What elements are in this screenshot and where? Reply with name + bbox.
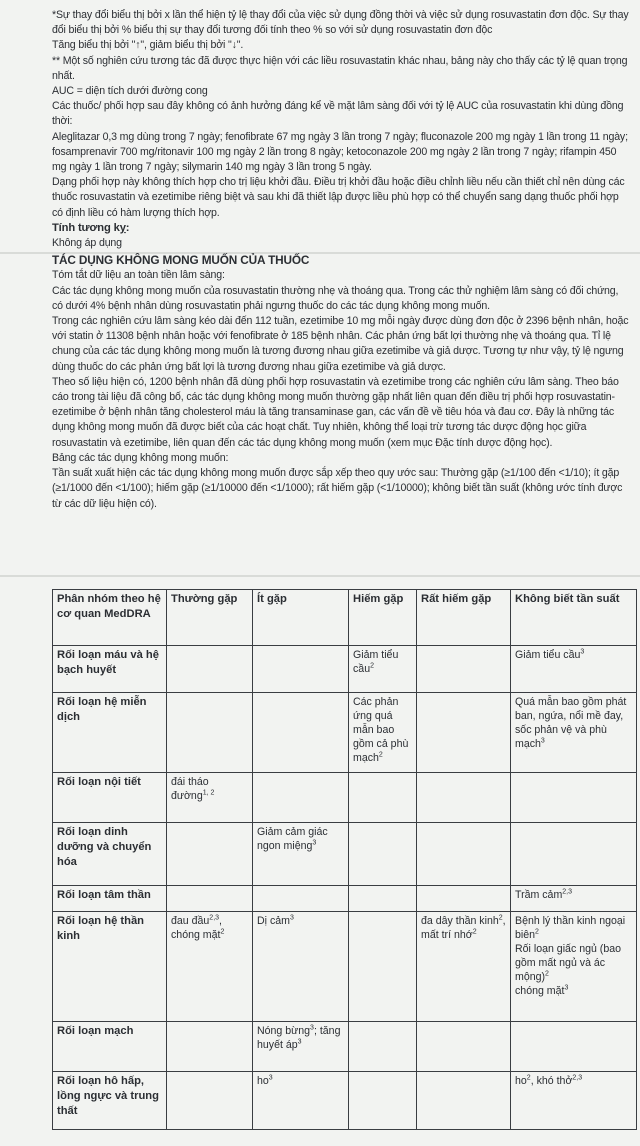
unknown-cell [511,693,637,773]
cell-text: , khó thở [530,1075,573,1087]
footnote-ref: 2 [378,751,383,759]
unknown-cell [511,912,637,1022]
cell-text: ho [515,1075,527,1087]
paragraph-safety-summary: Tóm tắt dữ liệu an toàn tiền lâm sàng: [52,269,225,282]
table-row [53,646,637,693]
footnote-ref: 2,3 [572,1074,583,1082]
common-cell [167,693,253,773]
cell-text: đa dây thần kinh [421,915,499,927]
cell-text: Giảm cảm giác ngon miệng [257,826,328,852]
header-unknown: Không biết tần suất [511,590,637,646]
common-cell [167,886,253,912]
footnote-ref: 2 [545,970,549,978]
uncommon-cell [253,1022,349,1072]
table-header-row [53,590,637,646]
body-text [52,8,630,512]
footnote-ref: 2 [472,928,477,936]
rare-cell [349,823,417,886]
very-rare-cell [417,1022,511,1072]
table-row [53,912,637,1022]
table-row [53,886,637,912]
cell-text: đái tháo đường [171,776,209,802]
uncommon-cell [253,693,349,773]
table-row [53,823,637,886]
paragraph-frequency-convention: Tần suất xuất hiện các tác dụng không mong muốn được sắp xếp theo quy ước sau: Thường gặp (≥1/100 đến <1/10); ít gặp (≥1/1000 đến <1/100); hiếm gặp (≥1/10000 đến <1/1000); rất hiếm gặp (<1/10000); không biết tần suất (không ước tính được từ các dữ liệu hiện có). [52,467,623,510]
header-very-rare: Rất hiếm gặp [417,590,511,646]
table-row [53,693,637,773]
uncommon-cell [253,823,349,886]
footnote-ref: 1, 2 [202,789,215,797]
unknown-cell [511,646,637,693]
cell-text: Dị cảm [257,915,290,927]
footnote-ref: 2,3 [209,914,220,922]
table-row [53,773,637,823]
very-rare-cell [417,773,511,823]
organ-class-cell: Rối loạn hệ thần kinh [53,912,167,1022]
cell-text: chóng mặt [171,929,221,941]
paragraph-combination-ae: Theo số liệu hiện có, 1200 bệnh nhân đã dùng phối hợp rosuvastatin và ezetimibe trong các nghiên cứu lâm sàng. Theo báo cáo trong tài liệu đã công bố, các tác dụng không mong muốn thường gặp nhất liên quan đến điều trị phối hợp rosuvastatin-ezetimibe ở bệnh nhân tăng cholesterol máu là tăng transaminase gan, các vấn đề về tiêu hóa và đau cơ. Đây là những tác dụng không mong muốn đã được biết của các hoạt chất. Tuy nhiên, không thể loại trừ tương tác dược động học giữa rosuvastatin và ezetimibe, liên quan đến các tác dụng không mong muốn (xem mục Đặc tính dược động học). [52,375,619,449]
unknown-cell [511,773,637,823]
paragraph-drug-list: Aleglitazar 0,3 mg dùng trong 7 ngày; fenofibrate 67 mg ngày 3 lần trong 7 ngày; fluconazole 200 mg ngày 1 lần trong 11 ngày; fosamprenavir 700 mg/ritonavir 100 mg ngày 2 lần trong 8 ngày; ketoconazole 200 mg ngày 2 lần trong 7 ngày; rifampin 450 mg ngày 1 lần trong 7 ngày; silymarin 140 mg ngày 3 lần trong 5 ngày. [52,130,628,174]
cell-text: Nóng bừng [257,1025,311,1037]
footnote-auc: AUC = diện tích dưới đường cong [52,85,208,98]
footnote-ref: 2 [220,928,225,936]
footnote-ref: 3 [297,1038,302,1046]
heading-adverse-effects: TÁC DỤNG KHÔNG MONG MUỐN CỦA THUỐC [52,253,310,268]
cell-text: đau đầu [171,915,210,927]
paragraph-table-intro: Bảng các tác dụng không mong muốn: [52,451,229,464]
footnote-ref: 2,3 [562,888,573,896]
uncommon-cell [253,912,349,1022]
uncommon-cell [253,773,349,823]
cell-text: chóng mặt [515,985,565,997]
footnote-ref: 2 [498,914,503,922]
header-organ-class: Phân nhóm theo hệ cơ quan MedDRA [53,590,167,646]
footnote-arrows: Tăng biểu thị bởi "↑", giảm biểu thị bởi "↓". [52,39,244,52]
rare-cell [349,1072,417,1130]
very-rare-cell [417,646,511,693]
organ-class-cell: Rối loạn hệ miễn dịch [53,693,167,773]
very-rare-cell [417,1072,511,1130]
very-rare-cell [417,823,511,886]
rare-cell [349,646,417,693]
organ-class-cell: Rối loạn dinh dưỡng và chuyển hóa [53,823,167,886]
footnote-ref: 2 [370,662,374,670]
organ-class-cell: Rối loạn máu và hệ bạch huyết [53,646,167,693]
uncommon-cell [253,646,349,693]
unknown-cell [511,823,637,886]
footnote-ref: 3 [540,737,545,745]
cell-text: mất trí nhớ [421,929,473,941]
cell-text: Các phản ứng quá mẫn bao gồm cả phù mạch [353,696,409,764]
footnote-ref: 3 [268,1074,273,1082]
unknown-cell [511,886,637,912]
paragraph-initial-therapy: Dạng phối hợp này không thích hợp cho trị liệu khởi đầu. Điều trị khởi đầu hoặc điều chỉnh liều nếu cần thiết chỉ nên dùng các thuốc rosuvastatin và ezetimibe riêng biệt và sau khi đã thiết lập được liều phù hợp có thể chuyển sang dạng thuốc phối hợp có định liều có hàm lượng thích hợp. [52,176,625,219]
cell-text: Trầm cảm [515,889,563,901]
rare-cell [349,886,417,912]
common-cell [167,1022,253,1072]
footnote-ref: 3 [564,984,569,992]
uncommon-cell [253,1072,349,1130]
common-cell [167,646,253,693]
very-rare-cell: đa dây thần kinh$^2$, mất trí nhớ$^2$ [417,912,511,1022]
rare-cell [349,693,417,773]
paper-fold-line [0,575,640,577]
table-row [53,1072,637,1130]
cell-text: Giảm tiểu cầu [515,649,581,661]
common-cell [167,773,253,823]
cell-text: Giảm tiểu cầu [353,649,399,675]
footnote-ref: 3 [312,839,317,847]
footnote-ref: 2 [526,1074,531,1082]
cell-text: ho [257,1075,269,1087]
paragraph-ezetimibe-ae: Trong các nghiên cứu lâm sàng kéo dài đến 112 tuần, ezetimibe 10 mg mỗi ngày được dùng đơn độc ở 2396 bệnh nhân, hoặc với statin ở 11308 bệnh nhân hoặc với fenofibrate ở 185 bệnh nhân. Các phản ứng bất lợi thường nhẹ và thoáng qua. Tỉ lệ chung của các tác dụng không mong muốn là tương đương nhau giữa ezetimibe và giả dược. Tương tự như vậy, tỷ lệ ngưng dùng thuốc do các phản ứng bất lợi là tương đương nhau giữa ezetimibe và giả dược. [52,315,629,373]
organ-class-cell: Rối loạn hô hấp, lồng ngực và trung thất [53,1072,167,1130]
paragraph-rosuvastatin-ae: Các tác dụng không mong muốn của rosuvastatin thường nhẹ và thoáng qua. Trong các thử nghiệm lâm sàng có đối chứng, có dưới 4% bệnh nhân dùng rosuvastatin phải ngưng thuốc do các tác dụng không mong muốn. [52,284,619,312]
rare-cell [349,773,417,823]
footnote-ref: 3 [580,648,585,656]
common-cell [167,1072,253,1130]
unknown-cell [511,1022,637,1072]
unknown-cell [511,1072,637,1130]
organ-class-cell: Rối loạn nội tiết [53,773,167,823]
rare-cell [349,1022,417,1072]
footnote-ref: 3 [310,1024,314,1032]
header-rare: Hiếm gặp [349,590,417,646]
uncommon-cell [253,886,349,912]
header-uncommon: Ít gặp [253,590,349,646]
adverse-effects-table [52,589,637,1130]
cell-text: Rối loạn giấc ngủ (bao gồm mất ngủ và ác mộng) [515,943,622,983]
organ-class-cell: Rối loạn mạch [53,1022,167,1072]
cell-text: ; tăng huyết áp [257,1025,341,1051]
very-rare-cell [417,693,511,773]
cell-text: Quá mẫn bao gồm phát ban, ngứa, nổi mề đay, sốc phản vệ và phù mạch [515,696,627,750]
footnote-doses: ** Một số nghiên cứu tương tác đã được thực hiện với các liều rosuvastatin khác nhau, bảng này cho thấy các tỷ lệ quan trọng nhất. [52,54,628,82]
paragraph-no-effect: Các thuốc/ phối hợp sau đây không có ảnh hưởng đáng kể về mặt lâm sàng đối với tỷ lệ AUC của rosuvastatin khi dùng đồng thời: [52,100,624,128]
paragraph-not-applicable: Không áp dụng [52,237,122,250]
common-cell: đau đầu$^{2,3}$, chóng mặt$^2$ [167,912,253,1022]
table-row [53,1022,637,1072]
footnote-ref: 2 [535,928,539,936]
rare-cell [349,912,417,1022]
common-cell [167,823,253,886]
very-rare-cell [417,886,511,912]
cell-text: Bệnh lý thần kinh ngoại biên [515,915,626,941]
footnote-ref: 3 [289,914,294,922]
footnote-change-x: *Sự thay đổi biểu thị bởi x lần thể hiện tỷ lệ thay đổi của việc sử dụng đồng thời và việc sử dụng rosuvastatin đơn độc. Sự thay đổi biểu thị bởi % biểu thị sự thay đổi tương đối tính theo % so với sử dụng rosuvastatin đơn độc [52,9,629,37]
organ-class-cell: Rối loạn tâm thần [53,886,167,912]
heading-incompatibility: Tính tương kỵ: [52,221,130,234]
header-common: Thường gặp [167,590,253,646]
